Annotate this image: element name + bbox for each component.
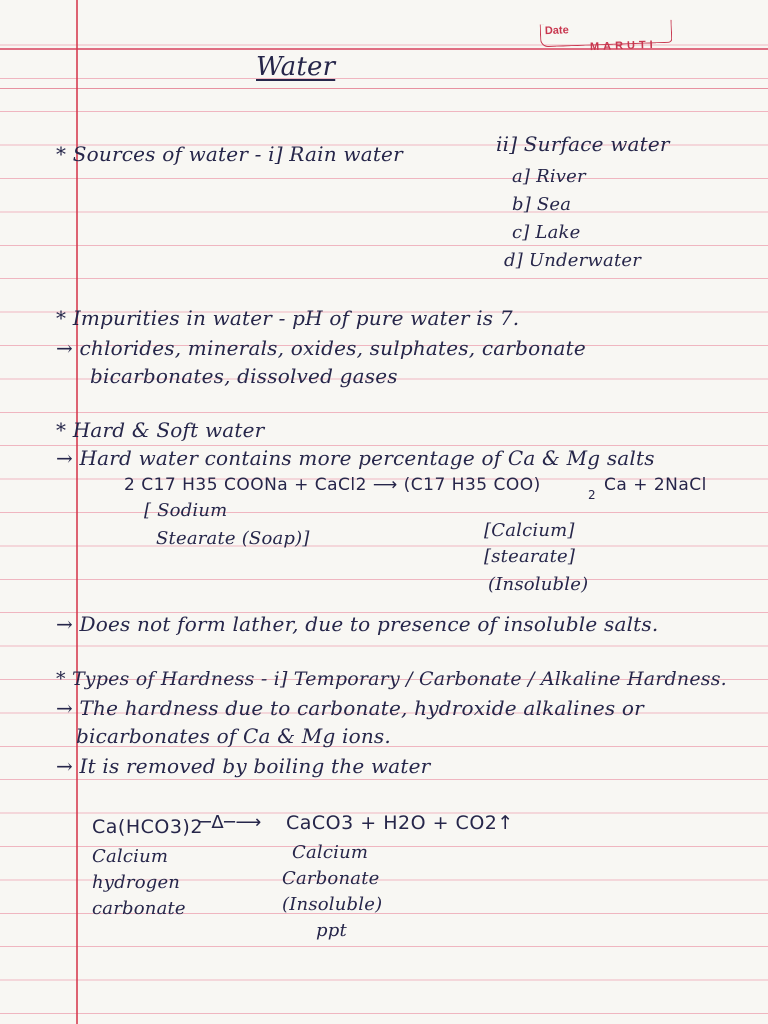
soap-label: Stearate (Soap)]: [156, 528, 310, 549]
sources-line: * Sources of water - i] Rain water: [56, 142, 403, 166]
boiling-reaction-arrow: ─Δ─⟶: [200, 812, 262, 833]
hardness-line-2: → The hardness due to carbonate, hydroxide alkalines or: [56, 696, 644, 720]
hard-soft-heading: * Hard & Soft water: [56, 418, 265, 442]
calcium-hydrogen-label-2: hydrogen: [92, 872, 181, 893]
brand-logo: MARUTI: [589, 38, 657, 54]
impurities-line-1: * Impurities in water - pH of pure water is 7.: [56, 306, 520, 330]
soap-reaction-subscript: 2: [588, 488, 597, 502]
sources-item-river: a] River: [512, 166, 586, 187]
calcium-carbonate-label-2: Carbonate: [282, 868, 380, 889]
calcium-label: [Calcium]: [484, 520, 575, 541]
boiling-reaction-left: Ca(HCO3)2: [92, 816, 203, 838]
hardness-line-3: bicarbonates of Ca & Mg ions.: [76, 724, 391, 748]
hardness-line-4: → It is removed by boiling the water: [56, 754, 431, 778]
sources-item-lake: c] Lake: [512, 222, 581, 243]
hardness-line-1: * Types of Hardness - i] Temporary / Carbonate / Alkaline Hardness.: [56, 668, 727, 690]
header-rule-lower: [0, 88, 768, 89]
calcium-hydrogen-label-3: carbonate: [92, 898, 186, 919]
ppt-label: ppt: [316, 920, 347, 941]
calcium-hydrogen-label-1: Calcium: [92, 846, 169, 867]
impurities-line-3: bicarbonates, dissolved gases: [90, 364, 398, 388]
sources-item-sea: b] Sea: [512, 194, 572, 215]
soap-reaction-tail: Ca + 2NaCl: [604, 475, 707, 495]
stearate-label: [stearate]: [484, 546, 576, 567]
sources-item-underwater: d] Underwater: [504, 250, 642, 271]
calcium-carbonate-label-1: Calcium: [292, 842, 369, 863]
sources-surface: ii] Surface water: [496, 132, 670, 156]
page-title: Water: [256, 52, 336, 82]
sodium-label: [ Sodium: [144, 500, 228, 521]
soap-reaction: 2 C17 H35 COONa + CaCl2 ⟶ (C17 H35 COO): [124, 475, 541, 495]
insoluble-label: (Insoluble): [488, 574, 589, 595]
date-label: Date: [544, 24, 569, 38]
impurities-line-2: → chlorides, minerals, oxides, sulphates, carbonate: [56, 336, 586, 360]
hard-water-line: → Hard water contains more percentage of Ca & Mg salts: [56, 446, 655, 470]
calcium-carbonate-label-3: (Insoluble): [282, 894, 383, 915]
boiling-reaction-right: CaCO3 + H2O + CO2↑: [286, 812, 514, 834]
lather-line: → Does not form lather, due to presence of insoluble salts.: [56, 612, 659, 636]
